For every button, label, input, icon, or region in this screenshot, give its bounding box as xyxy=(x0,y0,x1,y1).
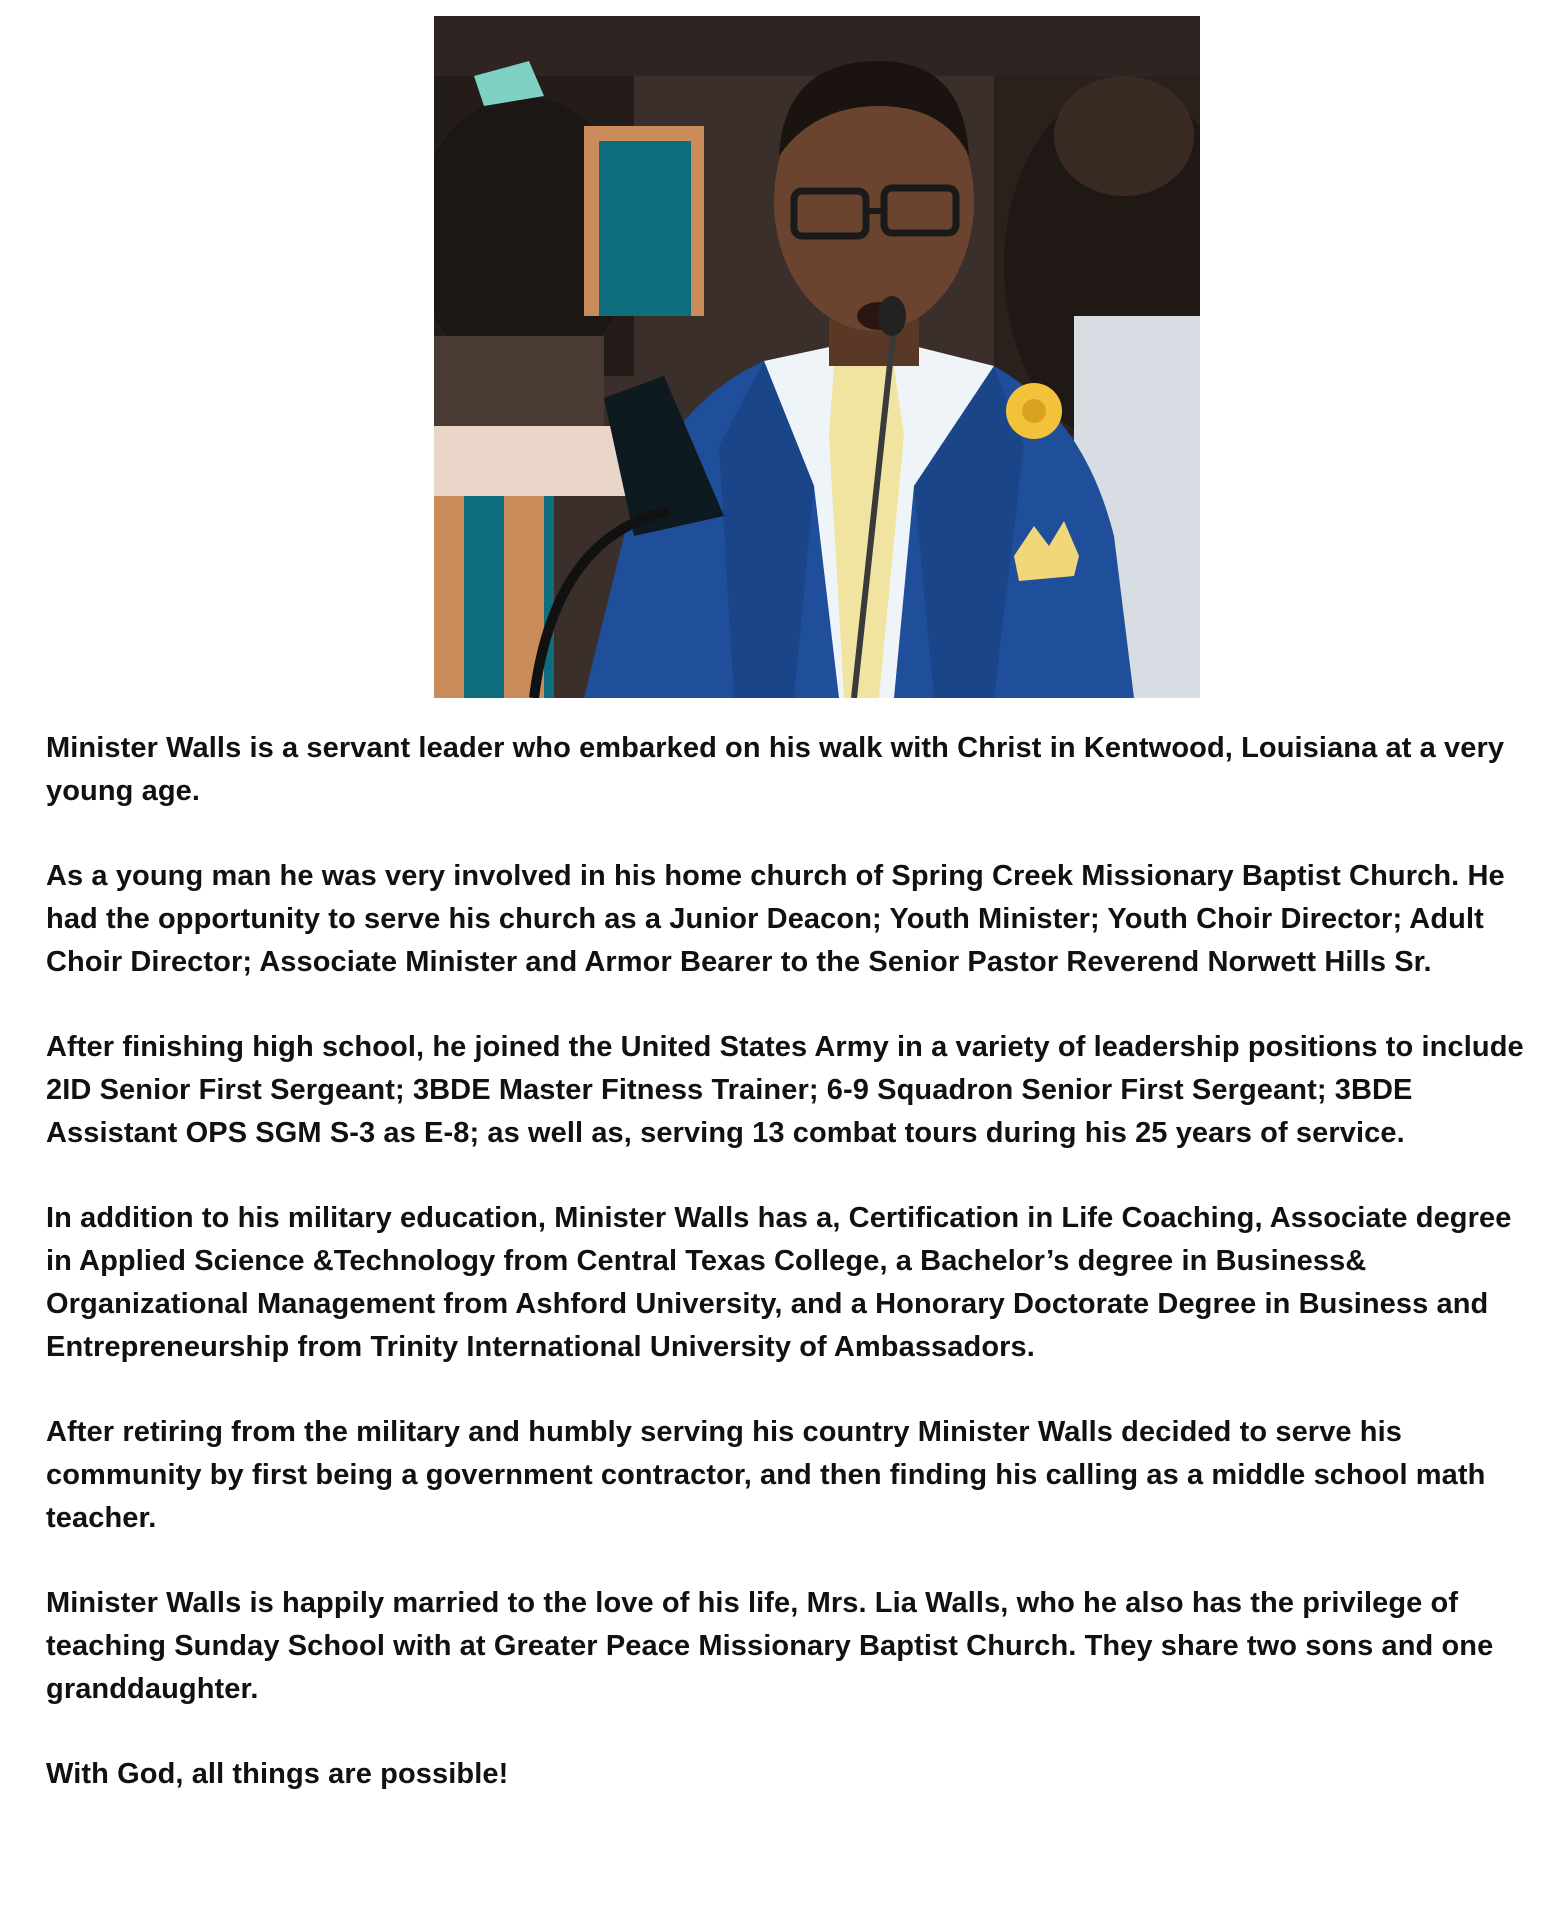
bio-paragraph-church: As a young man he was very involved in his home church of Spring Creek Missionary Baptist Church. He had the opportunity to serve his church as a Junior Deacon; Youth Minister; Youth Choir Director; Adult Choir Director; Associate Minister and Armor Bearer to the Senior Pastor Reverend Norwett Hills Sr. xyxy=(46,860,1505,978)
biography xyxy=(46,727,1524,1796)
portrait-photo-svg xyxy=(434,16,1200,698)
bio-paragraph-family: Minister Walls is happily married to the love of his life, Mrs. Lia Walls, who he also has the privilege of teaching Sunday School with at Greater Peace Missionary Baptist Church. They share two sons and one granddaughter. xyxy=(46,1587,1494,1705)
bio-paragraph-closing: With God, all things are possible! xyxy=(46,1758,509,1790)
bio-paragraph-education: In addition to his military education, Minister Walls has a, Certification in Life Coaching, Associate degree in Applied Science &Technology from Central Texas College, a Bachelor’s degree in Business& Organizational Management from Ashford University, and a Honorary Doctorate Degree in Business and Entrepreneurship from Trinity International University of Ambassadors. xyxy=(46,1202,1512,1363)
bio-paragraph-career: After retiring from the military and humbly serving his country Minister Walls decided to serve his community by first being a government contractor, and then finding his calling as a middle school math teacher. xyxy=(46,1416,1486,1534)
bio-paragraph-military: After finishing high school, he joined the United States Army in a variety of leadership positions to include 2ID Senior First Sergeant; 3BDE Master Fitness Trainer; 6-9 Squadron Senior First Sergeant; 3BDE Assistant OPS SGM S-3 as E-8; as well as, serving 13 combat tours during his 25 years of service. xyxy=(46,1031,1524,1149)
chair-seat xyxy=(599,141,691,316)
portrait-photo xyxy=(434,16,1200,698)
bio-paragraph-intro: Minister Walls is a servant leader who embarked on his walk with Christ in Kentwood, Louisiana at a very young age. xyxy=(46,732,1505,807)
